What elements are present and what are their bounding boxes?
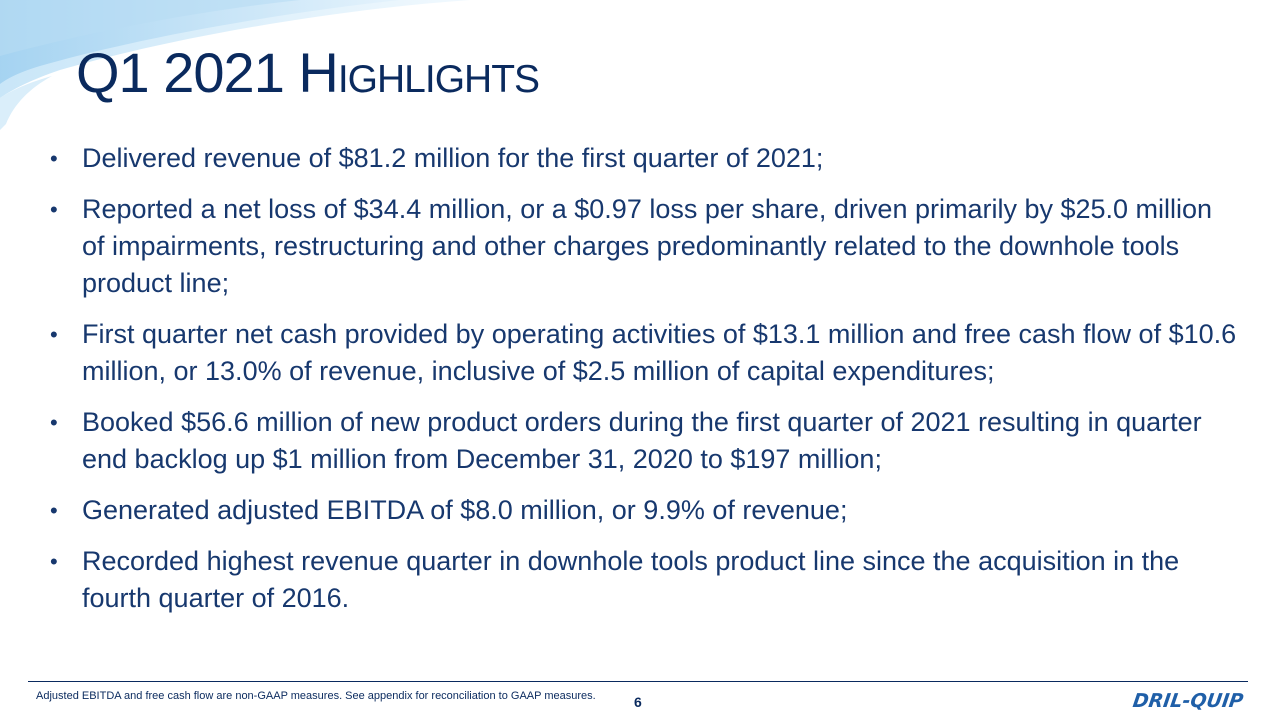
bullet-text: Booked $56.6 million of new product orders during the first quarter of 2021 resulting in quarter end backlog up $1 million from December 31, 2020 to $197 million; bbox=[82, 407, 1202, 474]
bullet-icon: • bbox=[50, 549, 58, 574]
page-number: 6 bbox=[634, 694, 642, 710]
bullet-text: Recorded highest revenue quarter in downhole tools product line since the acquisition in the fourth quarter of 2016. bbox=[82, 546, 1180, 613]
list-item bbox=[42, 404, 1242, 478]
bullet-text: Delivered revenue of $81.2 million for the first quarter of 2021; bbox=[82, 143, 824, 173]
dril-quip-logo: DRIL-QUIP bbox=[1131, 690, 1245, 712]
footer-divider bbox=[28, 681, 1248, 682]
bullet-text: Reported a net loss of $34.4 million, or a $0.97 loss per share, driven primarily by $25.0 million of impairments, restructuring and other charges predominantly related to the downhole tools product line; bbox=[82, 194, 1213, 298]
list-item bbox=[42, 543, 1242, 617]
list-item bbox=[42, 191, 1242, 302]
bullet-text: First quarter net cash provided by operating activities of $13.1 million and free cash flow of $10.6 million, or 13.0% of revenue, inclusive of $2.5 million of capital expenditures; bbox=[82, 319, 1237, 386]
bullet-text: Generated adjusted EBITDA of $8.0 million, or 9.9% of revenue; bbox=[82, 495, 848, 525]
list-item bbox=[42, 492, 1242, 529]
highlights-list bbox=[42, 140, 1242, 631]
footnote: Adjusted EBITDA and free cash flow are non-GAAP measures. See appendix for reconciliation to GAAP measures. bbox=[36, 690, 596, 702]
page-title: Q1 2021 Highlights bbox=[76, 41, 540, 104]
bullet-icon: • bbox=[50, 498, 58, 523]
bullet-icon: • bbox=[50, 410, 58, 435]
bullet-icon: • bbox=[50, 197, 58, 222]
list-item bbox=[42, 140, 1242, 177]
bullet-icon: • bbox=[50, 322, 58, 347]
bullet-icon: • bbox=[50, 146, 58, 171]
list-item bbox=[42, 316, 1242, 390]
